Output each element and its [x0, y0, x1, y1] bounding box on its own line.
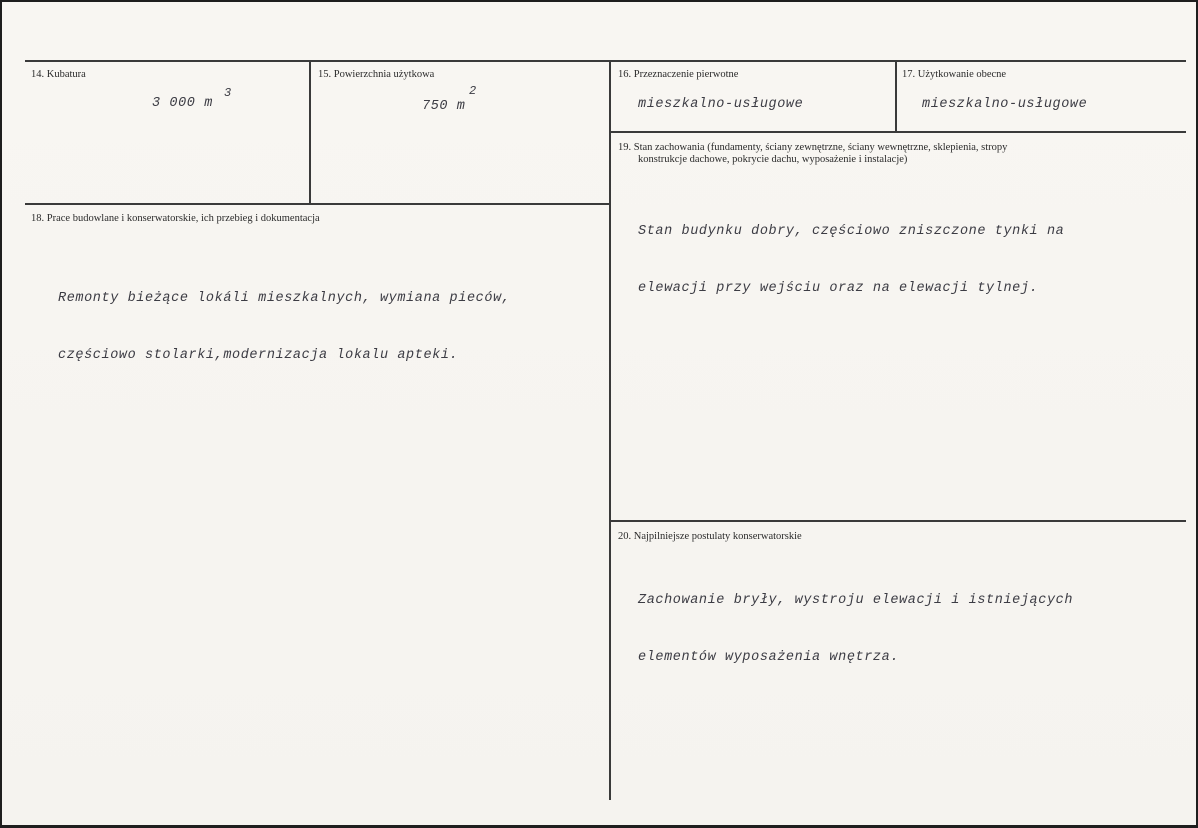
scan-border-left: [0, 0, 2, 828]
rule-above-18: [25, 203, 610, 205]
divider-16-17: [895, 61, 897, 132]
field-16-value: mieszkalno-usługowe: [638, 97, 804, 112]
divider-left-right: [609, 61, 611, 800]
divider-14-15: [309, 61, 311, 204]
field-18-text: [58, 251, 510, 403]
field-18-text-line-2: częściowo stolarki,modernizacja lokalu apteki.: [58, 348, 459, 363]
field-19-text-line-2: elewacji przy wejściu oraz na elewacji tylnej.: [638, 281, 1039, 296]
field-14-value: 3 000 m: [152, 96, 213, 111]
field-15-unit-exponent: 2: [469, 84, 477, 98]
field-19-label-line-1: 19. Stan zachowania (fundamenty, ściany zewnętrzne, ściany wewnętrzne, sklepienia, stropy: [618, 142, 1008, 153]
field-16-label: 16. Przeznaczenie pierwotne: [618, 69, 739, 80]
field-14-label: 14. Kubatura: [31, 69, 86, 80]
rule-above-20: [610, 520, 1186, 522]
field-18-text-line-1: Remonty bieżące lokáli mieszkalnych, wymiana pieców,: [58, 291, 511, 306]
field-18-label: 18. Prace budowlane i konserwatorskie, ich przebieg i dokumentacja: [31, 213, 320, 224]
scan-border-top: [0, 0, 1198, 2]
rule-above-19: [610, 131, 1186, 133]
top-rule: [25, 60, 1186, 62]
field-19-text-line-1: Stan budynku dobry, częściowo zniszczone tynki na: [638, 224, 1065, 239]
field-20-text-line-2: elementów wyposażenia wnętrza.: [638, 650, 900, 665]
field-20-text: [638, 553, 1073, 705]
field-15-value: 750 m: [422, 99, 466, 114]
field-19-label-line-2: konstrukcje dachowe, pokrycie dachu, wyposażenie i instalacje): [638, 154, 908, 165]
field-19-text: [638, 184, 1064, 336]
field-15-label: 15. Powierzchnia użytkowa: [318, 69, 435, 80]
field-20-text-line-1: Zachowanie bryły, wystroju elewacji i istniejących: [638, 593, 1074, 608]
field-20-label: 20. Najpilniejsze postulaty konserwatorskie: [618, 531, 802, 542]
field-17-value: mieszkalno-usługowe: [922, 97, 1088, 112]
field-17-label: 17. Użytkowanie obecne: [902, 69, 1007, 80]
field-14-unit-exponent: 3: [224, 86, 232, 100]
